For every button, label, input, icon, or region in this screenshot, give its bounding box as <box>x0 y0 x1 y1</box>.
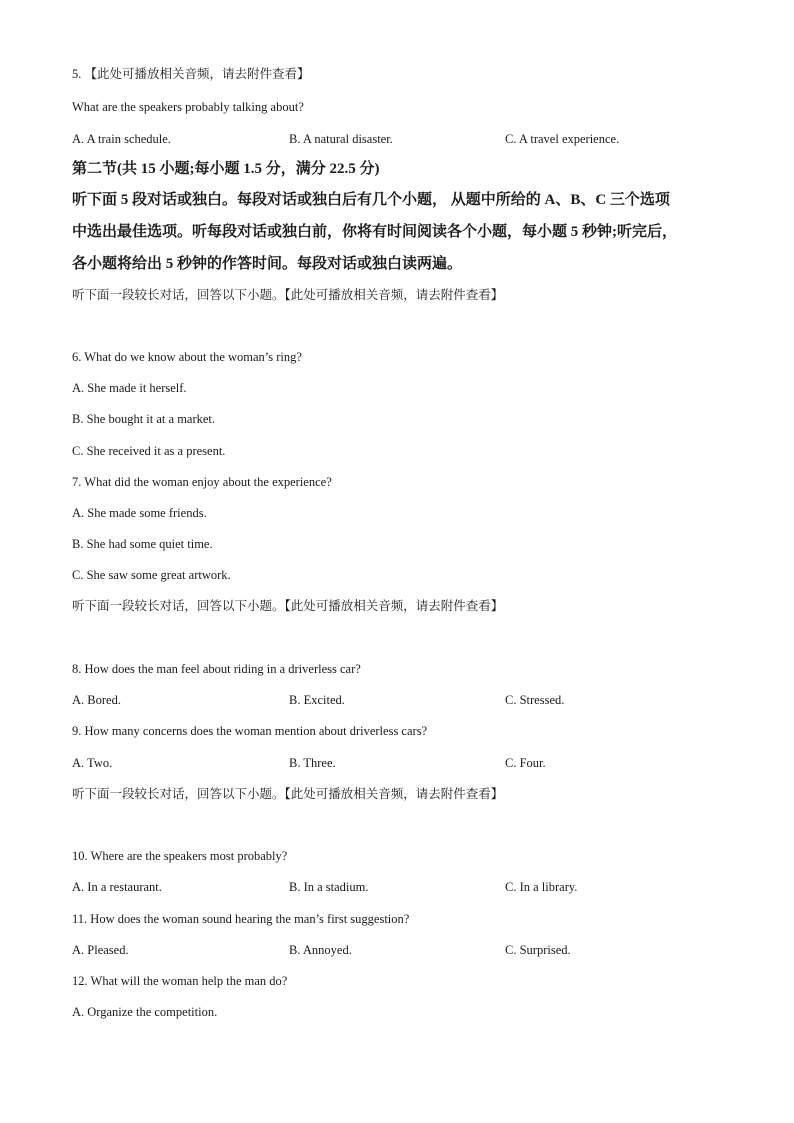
dialogue1-intro: 听下面一段较长对话，回答以下小题。【此处可播放相关音频，请去附件查看】 <box>72 288 504 302</box>
q9-question: 9. How many concerns does the woman mention about driverless cars? <box>72 724 428 738</box>
q6-option-b: B. She bought it at a market. <box>72 412 216 426</box>
q11-option-b: B. Annoyed. <box>289 943 352 957</box>
q7-option-b: B. She had some quiet time. <box>72 537 213 551</box>
q8-option-c: C. Stressed. <box>505 693 565 707</box>
q5-question: What are the speakers probably talking about? <box>72 100 304 114</box>
q11-option-a: A. Pleased. <box>72 943 129 957</box>
q7-option-a: A. She made some friends. <box>72 506 207 520</box>
q6-question: 6. What do we know about the woman’s ring? <box>72 350 302 364</box>
q7-option-c: C. She saw some great artwork. <box>72 568 231 582</box>
q9-option-b: B. Three. <box>289 756 336 770</box>
q5-header: 5. 【此处可播放相关音频，请去附件查看】 <box>72 67 310 81</box>
q8-question: 8. How does the man feel about riding in a driverless car? <box>72 662 361 676</box>
section2-instruction-1: 听下面 5 段对话或独白。每段对话或独白后有几个小题， 从题中所给的 A、B、C 三个选项 <box>72 192 670 208</box>
q8-option-b: B. Excited. <box>289 693 345 707</box>
section2-instruction-2: 中选出最佳选项。听每段对话或独白前，你将有时间阅读各个小题，每小题 5 秒钟;听完后， <box>72 224 677 240</box>
section2-instruction-3: 各小题将给出 5 秒钟的作答时间。每段对话或独白读两遍。 <box>72 256 463 272</box>
q6-option-a: A. She made it herself. <box>72 381 187 395</box>
q10-question: 10. Where are the speakers most probably? <box>72 849 288 863</box>
dialogue2-intro: 听下面一段较长对话，回答以下小题。【此处可播放相关音频，请去附件查看】 <box>72 599 504 613</box>
q8-option-a: A. Bored. <box>72 693 121 707</box>
q12-option-a: A. Organize the competition. <box>72 1005 218 1019</box>
q6-option-c: C. She received it as a present. <box>72 444 226 458</box>
q9-option-a: A. Two. <box>72 756 113 770</box>
dialogue3-intro: 听下面一段较长对话，回答以下小题。【此处可播放相关音频，请去附件查看】 <box>72 787 504 801</box>
q5-option-b: B. A natural disaster. <box>289 132 393 146</box>
q10-option-b: B. In a stadium. <box>289 880 369 894</box>
q10-option-c: C. In a library. <box>505 880 578 894</box>
section2-title: 第二节(共 15 小题;每小题 1.5 分，满分 22.5 分) <box>72 161 380 177</box>
q5-option-c: C. A travel experience. <box>505 132 620 146</box>
q7-question: 7. What did the woman enjoy about the experience? <box>72 475 332 489</box>
q10-option-a: A. In a restaurant. <box>72 880 162 894</box>
q5-option-a: A. A train schedule. <box>72 132 171 146</box>
q11-option-c: C. Surprised. <box>505 943 571 957</box>
q11-question: 11. How does the woman sound hearing the man’s first suggestion? <box>72 912 410 926</box>
q12-question: 12. What will the woman help the man do? <box>72 974 288 988</box>
q9-option-c: C. Four. <box>505 756 546 770</box>
